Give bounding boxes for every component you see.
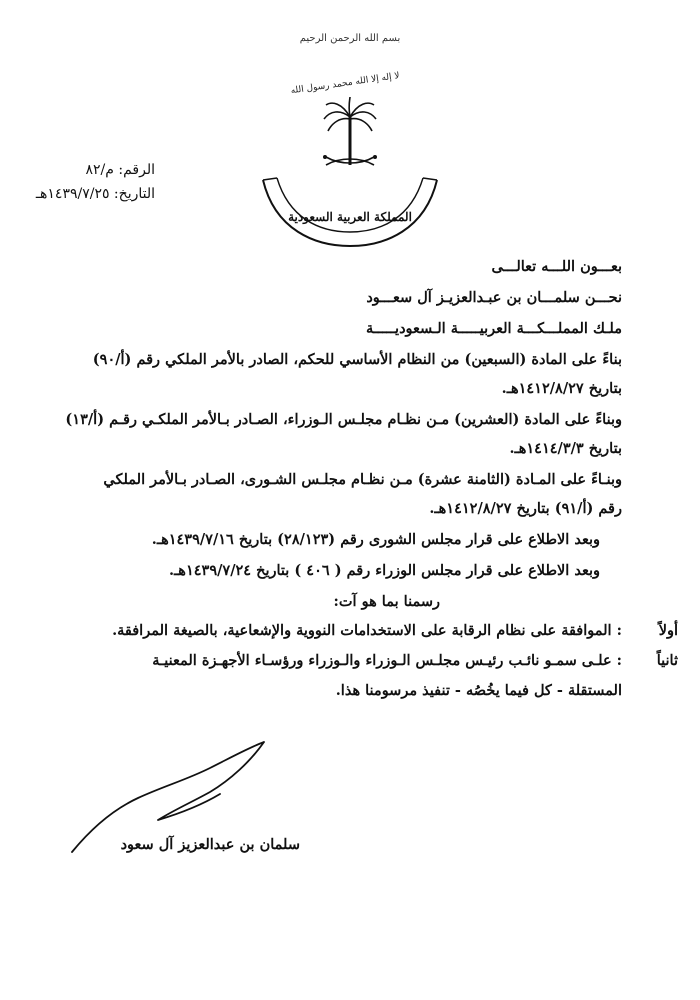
- shahada-text: لا إله إلا الله محمد رسول الله: [290, 71, 401, 97]
- item-label: ثانياً: [656, 652, 678, 669]
- recital-line: وبناءً على المادة (العشرين) مـن نظـام مجلـس الـوزراء، الصـادر بـالأمر الملكـي رقـم (أ/١٣): [65, 411, 622, 428]
- decree-number: الرقم: م/٨٢: [85, 162, 155, 178]
- recital-line: بتاريخ ١٤١٢/٨/٢٧هـ.: [501, 380, 622, 397]
- recital-line: بتاريخ ١٤١٤/٣/٣هـ.: [509, 440, 622, 457]
- basmala-text: بسم الله الرحمن الرحيم: [299, 33, 401, 44]
- king-title-line: ملـك المملـــكـــة العربيـــــة الـسعوديـــــة: [366, 320, 622, 337]
- recital-line: رقم (أ/٩١) بتاريخ ١٤١٢/٨/٢٧هـ.: [429, 500, 622, 517]
- decree-date: التاريخ: ١٤٣٩/٧/٢٥هـ: [35, 186, 155, 202]
- item-text: المستقلة - كل فيما يخُصُه - تنفيذ مرسومنا هذا.: [335, 682, 622, 699]
- item-label: أولاً: [658, 622, 678, 639]
- item-text: : علـى سمـو نائـب رئيـس مجلـس الـوزراء والـوزراء ورؤسـاء الأجهـزة المعنيـة: [152, 652, 622, 669]
- signature-name: سلمان بن عبدالعزيز آل سعود: [120, 836, 300, 853]
- review-line: وبعد الاطلاع على قرار مجلس الوزراء رقم ( ٤٠٦ ) بتاريخ ١٤٣٩/٧/٢٤هـ.: [169, 562, 600, 579]
- item-text: : الموافقة على نظام الرقابة على الاستخدامات النووية والإشعاعية، بالصيغة المرافقة.: [112, 622, 622, 639]
- emblem-banner: [255, 160, 445, 248]
- king-name-line: نحـــن سلمـــان بن عبـدالعزيـز آل سعـــود: [366, 289, 622, 306]
- recital-line: بناءً على المادة (السبعين) من النظام الأساسي للحكم، الصادر بالأمر الملكي رقم (أ/٩٠): [92, 351, 622, 368]
- invocation-line: بعـــون اللـــه تعالـــى: [491, 258, 622, 275]
- decree-intro: رسمنا بما هو آت:: [333, 593, 440, 610]
- emblem-banner-text: المملكة العربية السعودية: [288, 210, 412, 224]
- recital-line: وبنـاءً على المـادة (الثامنة عشرة) مـن نظـام مجلـس الشـورى، الصـادر بـالأمر الملكي: [103, 471, 622, 488]
- review-line: وبعد الاطلاع على قرار مجلس الشورى رقم (٢٨/١٢٣) بتاريخ ١٤٣٩/٧/١٦هـ.: [151, 531, 600, 548]
